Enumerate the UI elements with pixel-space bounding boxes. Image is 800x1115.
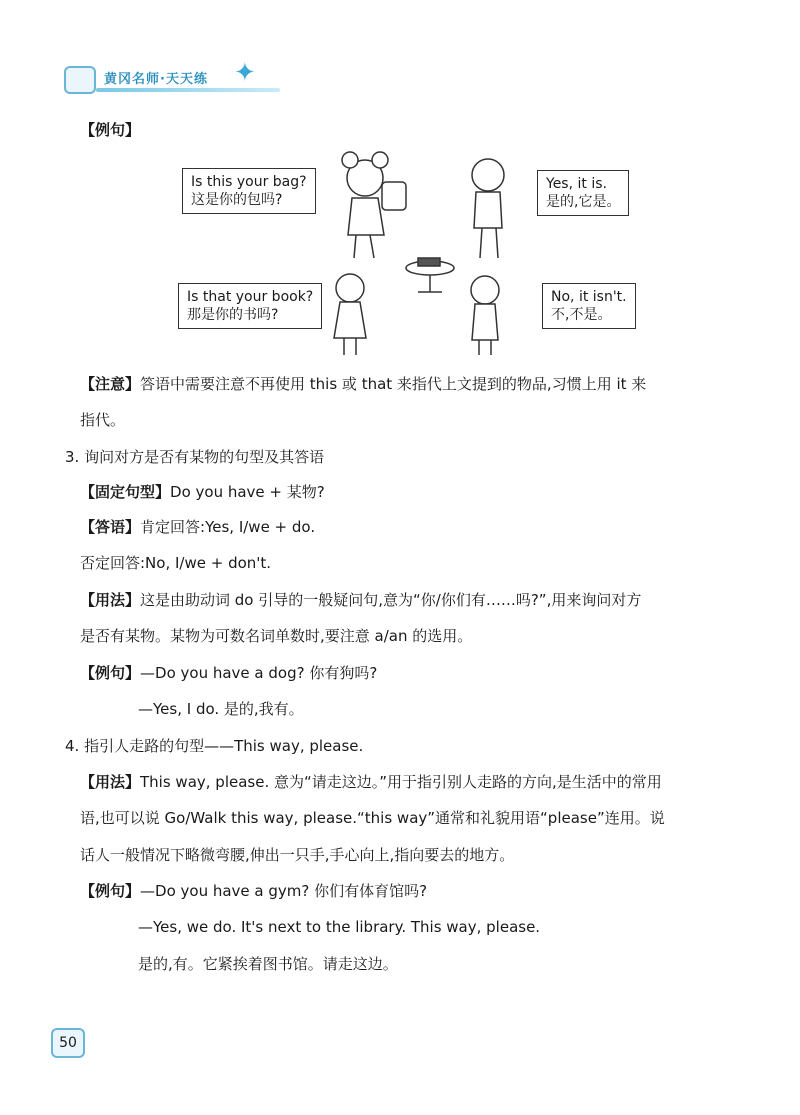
brand-title: 黄冈名师·天天练 [104, 72, 208, 87]
speech-bubble-2: Yes, it is. 是的,它是。 [537, 170, 629, 216]
note-line-1: 【注意】答语中需要注意不再使用 this 或 that 来指代上文提到的物品,习惯上用 it 来 [80, 375, 647, 393]
page-number: 50 [51, 1028, 85, 1058]
star-icon: ✦ [234, 58, 256, 88]
example3-answer: —Yes, I do. 是的,我有。 [138, 700, 304, 718]
example4-answer-zh: 是的,有。它紧挨着图书馆。请走这边。 [138, 955, 398, 973]
usage4-line-1: 【用法】This way, please. 意为“请走这边。”用于指引别人走路的方向,是生活中的常用 [80, 773, 662, 791]
section3-title: 3. 询问对方是否有某物的句型及其答语 [65, 448, 325, 466]
section4-title: 4. 指引人走路的句型——This way, please. [65, 737, 364, 755]
header-rule [96, 88, 280, 92]
header-brand [60, 60, 260, 100]
usage-line-2: 是否有某物。某物为可数名词单数时,要注意 a/an 的选用。 [80, 627, 473, 645]
example4-question: 【例句】—Do you have a gym? 你们有体育馆吗? [80, 882, 428, 900]
example4-answer: —Yes, we do. It's next to the library. This way, please. [138, 918, 541, 936]
dialogue-illustration [170, 140, 650, 360]
speech-bubble-4: No, it isn't. 不,不是。 [542, 283, 636, 329]
answer-negative: 否定回答:No, I/we + don't. [80, 554, 272, 572]
speech-bubble-1: Is this your bag? 这是你的包吗? [182, 168, 316, 214]
answer-positive: 【答语】肯定回答:Yes, I/we + do. [80, 518, 316, 536]
bear-logo-icon [64, 66, 96, 94]
pattern-line: 【固定句型】Do you have + 某物? [80, 483, 325, 501]
usage4-line-2: 语,也可以说 Go/Walk this way, please.“this way”通常和礼貌用语“please”连用。说 [80, 809, 665, 827]
usage4-line-3: 话人一般情况下略微弯腰,伸出一只手,手心向上,指向要去的地方。 [80, 846, 515, 864]
example-heading: 【例句】 [80, 121, 141, 139]
usage-line-1: 【用法】这是由助动词 do 引导的一般疑问句,意为“你/你们有……吗?”,用来询问对方 [80, 591, 642, 609]
example3-question: 【例句】—Do you have a dog? 你有狗吗? [80, 664, 378, 682]
note-line-2: 指代。 [80, 411, 126, 429]
speech-bubble-3: Is that your book? 那是你的书吗? [178, 283, 322, 329]
